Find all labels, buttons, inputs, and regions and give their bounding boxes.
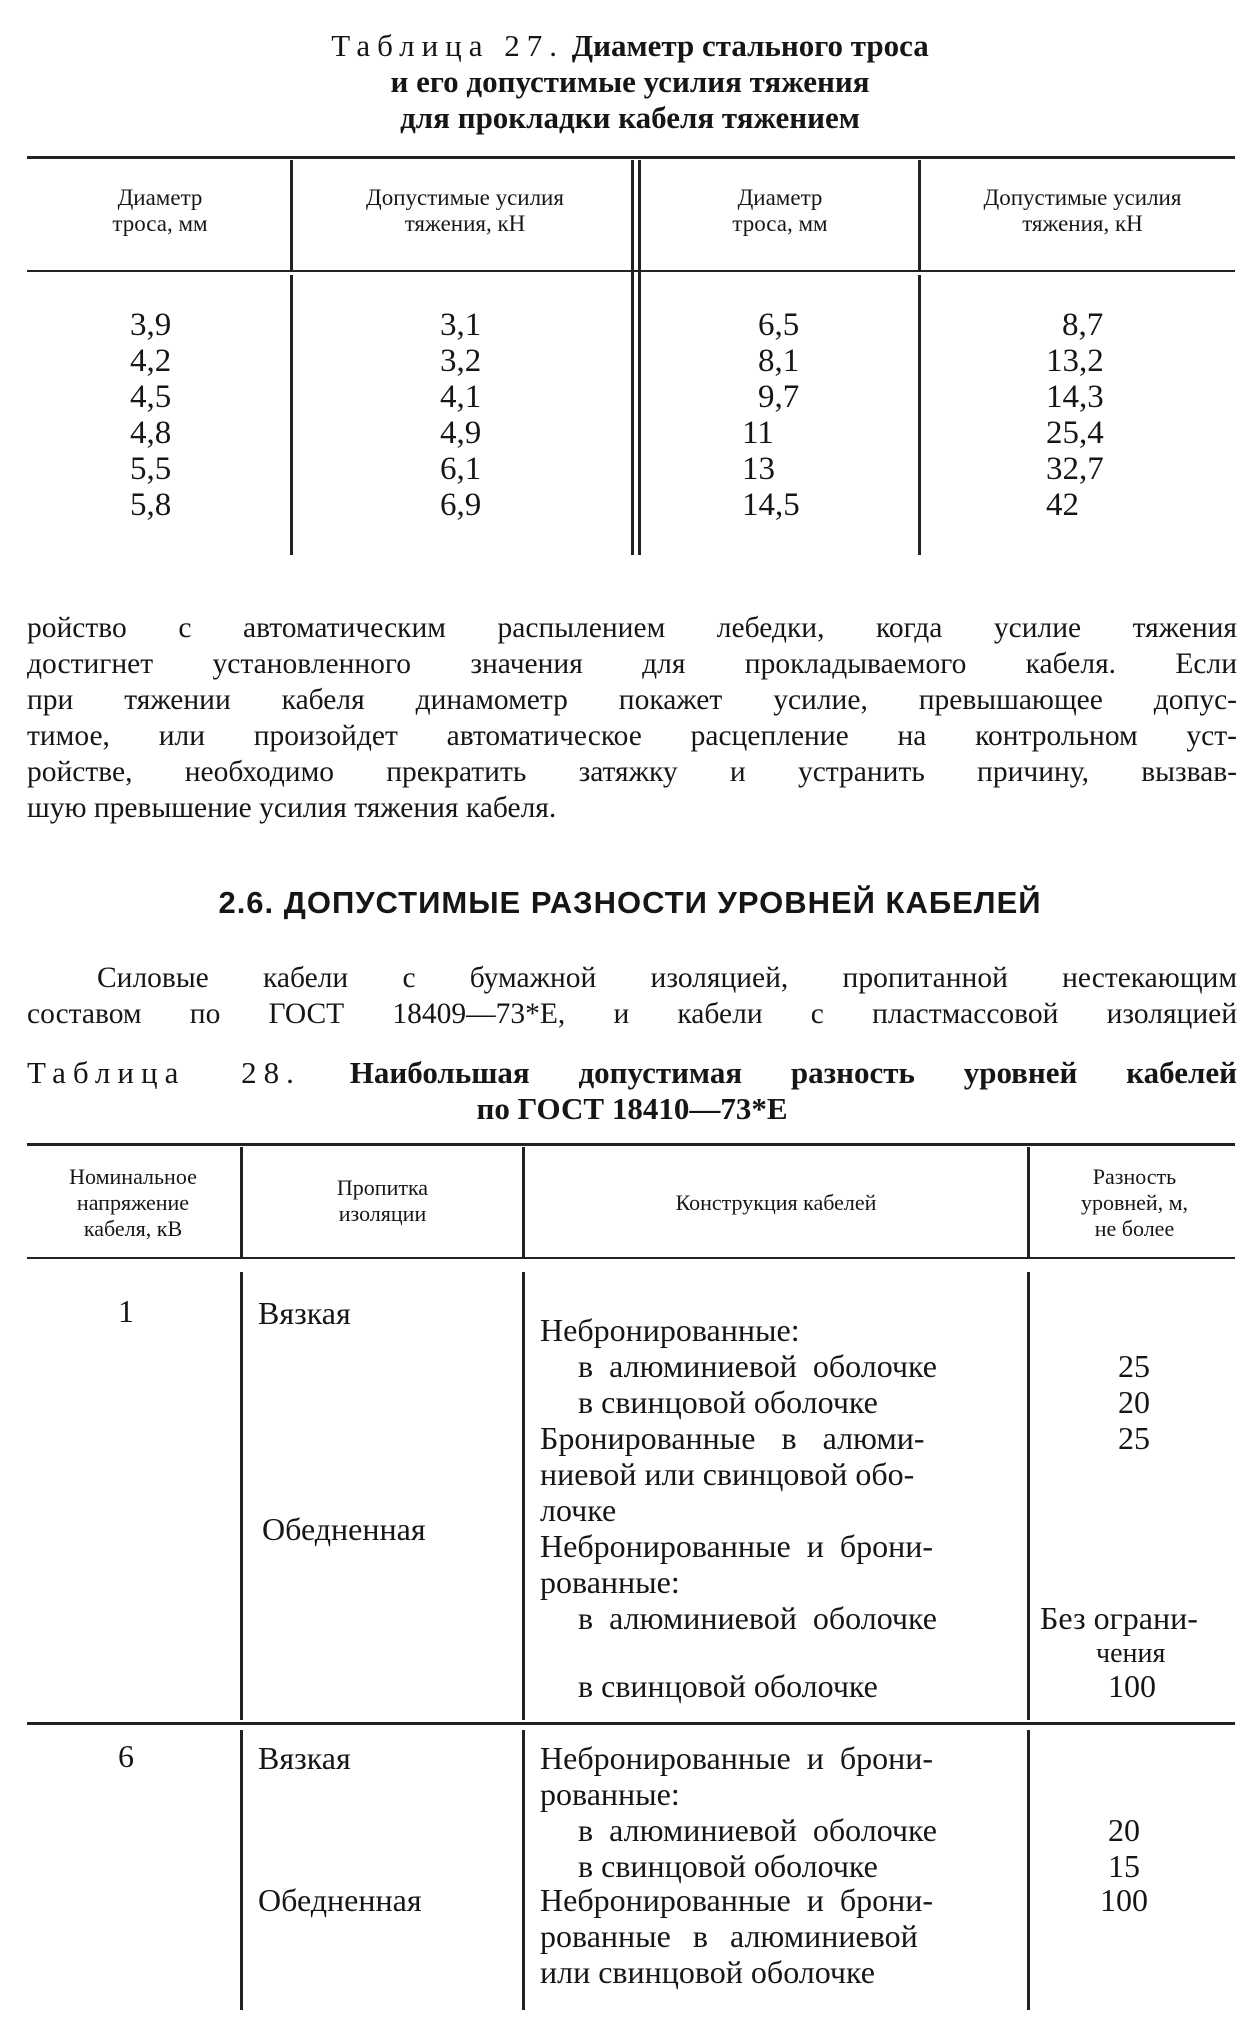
construction-cell: Небронированные: — [540, 1312, 800, 1348]
table27-cell: 3,9 — [130, 307, 172, 343]
level-difference-cell: 100 — [1108, 1668, 1156, 1704]
table27-cell: 6,5 — [758, 307, 800, 343]
table27-header-force-2: Допустимые усилия тяжения, кН — [983, 185, 1182, 236]
table27-cell: 14,5 — [742, 487, 800, 523]
table28-header-level-difference: Разность уровней, м, не более — [1080, 1164, 1189, 1241]
level-difference-cell: 25 — [1118, 1420, 1150, 1456]
table27-cell: 6,1 — [440, 451, 482, 487]
construction-cell: рованные: — [540, 1776, 680, 1812]
table27-header-diameter-1: Диаметр троса, мм — [112, 185, 208, 236]
paragraph-line: шую превышение усилия тяжения кабеля. — [27, 792, 557, 824]
table28-separator-1b — [240, 1272, 243, 1720]
paragraph-line: тимое, или произойдет автоматическое расцепление на контрольном уст- — [27, 720, 1237, 752]
table28-separator-2c — [522, 1730, 525, 2010]
table28-caption — [27, 1055, 1237, 1127]
table27-cell: 13 — [742, 451, 775, 487]
table27-cell: 8,7 — [1062, 307, 1104, 343]
voltage-cell: 6 — [118, 1738, 134, 1774]
table28-top-rule — [27, 1143, 1235, 1146]
table27-cell: 9,7 — [758, 379, 800, 415]
paragraph-line: ройстве, необходимо прекратить затяжку и устранить причину, вызвав- — [27, 756, 1237, 788]
table27-separator-double-b — [638, 160, 641, 555]
level-difference-cell: 25 — [1118, 1348, 1150, 1384]
paragraph-line: составом по ГОСТ 18409—73*Е, и кабели с пластмассовой изоляцией — [27, 998, 1237, 1030]
table27-cell: 25,4 — [1046, 415, 1104, 451]
table28-group-rule — [27, 1722, 1235, 1725]
table27-cell: 13,2 — [1046, 343, 1104, 379]
table27-header-diameter-2: Диаметр троса, мм — [732, 185, 828, 236]
construction-cell: в алюминиевой оболочке — [578, 1812, 937, 1848]
section-heading: 2.6. ДОПУСТИМЫЕ РАЗНОСТИ УРОВНЕЙ КАБЕЛЕЙ — [218, 885, 1042, 920]
table28-caption-line1: Таблица 28. Наибольшая допустимая разность уровней кабелей — [27, 1055, 1237, 1090]
impregnation-cell: Вязкая — [258, 1740, 351, 1776]
table27-header-force-1: Допустимые усилия тяжения, кН — [366, 185, 564, 236]
paragraph-line: при тяжении кабеля динамометр покажет усилие, превышающее допус- — [27, 684, 1237, 716]
table27-caption-line2: и его допустимые усилия тяжения — [390, 64, 870, 99]
body-paragraph — [27, 610, 1237, 826]
construction-cell: в свинцовой оболочке — [578, 1848, 878, 1884]
construction-cell: рованные: — [540, 1564, 680, 1600]
table27-separator-3 — [918, 160, 921, 270]
construction-cell: в алюминиевой оболочке — [578, 1600, 937, 1636]
table27-separator-1b — [290, 275, 293, 555]
table27-cell: 42 — [1046, 487, 1079, 523]
table27-cell: 11 — [742, 415, 774, 451]
construction-cell: в свинцовой оболочке — [578, 1384, 878, 1420]
table27-cell: 4,2 — [130, 343, 172, 379]
construction-cell: Небронированные и брони- — [540, 1882, 933, 1918]
table28-header-impregnation: Пропитка изоляции — [336, 1175, 429, 1226]
level-difference-cell: чения — [1096, 1638, 1166, 1669]
voltage-cell: 1 — [118, 1293, 134, 1329]
table28-header-voltage: Номинальное напряжение кабеля, кВ — [69, 1164, 197, 1241]
table27-cell: 4,1 — [440, 379, 482, 415]
table27-cell: 3,2 — [440, 343, 482, 379]
table27-top-rule — [27, 156, 1235, 159]
table28-separator-3c — [1027, 1730, 1030, 2010]
table27-cell: 3,1 — [440, 307, 482, 343]
table27-cell: 4,9 — [440, 415, 482, 451]
paragraph-line: Силовые кабели с бумажной изоляцией, пропитанной нестекающим — [97, 962, 1237, 994]
table27-separator-3b — [918, 275, 921, 555]
construction-cell: или свинцовой оболочке — [540, 1954, 875, 1990]
table27-cell: 6,9 — [440, 487, 482, 523]
table28-separator-2 — [522, 1147, 525, 1257]
paragraph-line: ройство с автоматическим распылением лебедки, когда усилие тяжения — [27, 612, 1237, 644]
table27-separator-double-a — [631, 160, 634, 555]
construction-cell: лочке — [540, 1492, 617, 1528]
table27-caption-line3: для прокладки кабеля тяжением — [400, 100, 860, 135]
construction-cell: Небронированные и брони- — [540, 1740, 933, 1776]
table28-separator-3 — [1027, 1147, 1030, 1257]
table28-header-rule — [27, 1257, 1235, 1259]
impregnation-cell: Вязкая — [258, 1295, 351, 1331]
level-difference-cell: 15 — [1108, 1848, 1140, 1884]
table27-caption — [0, 28, 1260, 136]
table27-cell: 5,8 — [130, 487, 172, 523]
table28-header-construction: Конструкция кабелей — [675, 1190, 877, 1215]
construction-cell: в свинцовой оболочке — [578, 1668, 878, 1704]
table28-caption-line2: по ГОСТ 18410—73*Е — [476, 1091, 788, 1126]
table27-cell: 8,1 — [758, 343, 800, 379]
table27-caption-line1: Таблица 27. Диаметр стального троса — [331, 28, 929, 63]
level-difference-cell: 100 — [1100, 1882, 1148, 1918]
impregnation-cell: Обедненная — [262, 1511, 426, 1547]
table27-separator-1 — [290, 160, 293, 270]
body-paragraph-2 — [27, 960, 1237, 1032]
table28-separator-1 — [240, 1147, 243, 1257]
table28-separator-1c — [240, 1730, 243, 2010]
table28-caption-label: Таблица 28. — [27, 1055, 301, 1090]
table27-cell: 5,5 — [130, 451, 172, 487]
level-difference-cell: 20 — [1108, 1812, 1140, 1848]
table27-caption-label: Таблица 27. — [331, 28, 565, 63]
construction-cell: ниевой или свинцовой обо- — [540, 1456, 915, 1492]
construction-cell: рованные в алюминиевой — [540, 1918, 918, 1954]
level-difference-cell: 20 — [1118, 1384, 1150, 1420]
paragraph-line: достигнет установленного значения для прокладываемого кабеля. Если — [27, 648, 1237, 680]
construction-cell: Бронированные в алюми- — [540, 1420, 925, 1456]
impregnation-cell: Обедненная — [258, 1882, 422, 1918]
level-difference-cell: Без ограни- — [1040, 1600, 1198, 1636]
construction-cell: Небронированные и брони- — [540, 1528, 933, 1564]
table28-separator-2b — [522, 1272, 525, 1720]
table27-cell: 4,8 — [130, 415, 172, 451]
table27-cell: 4,5 — [130, 379, 172, 415]
table27-cell: 32,7 — [1046, 451, 1104, 487]
table28-separator-3b — [1027, 1272, 1030, 1720]
table27-cell: 14,3 — [1046, 379, 1104, 415]
construction-cell: в алюминиевой оболочке — [578, 1348, 937, 1384]
